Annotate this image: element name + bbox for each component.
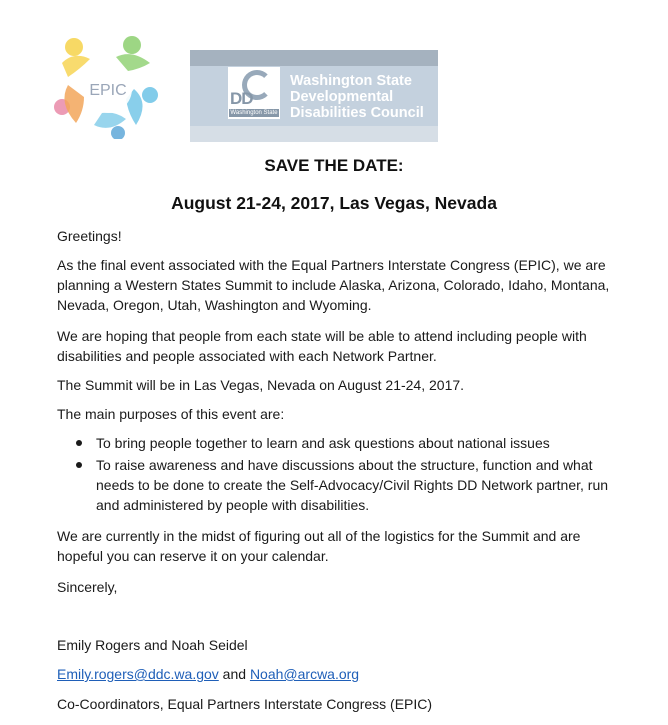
and-text: and	[218, 666, 250, 682]
list-item	[57, 455, 617, 515]
logistics-paragraph: We are currently in the midst of figuring out all of the logistics for the Summit and are hopeful you can reserve it on your calendar.	[57, 528, 581, 564]
ddc-title-line: Developmental	[290, 89, 394, 105]
email-link-noah[interactable]: Noah@arcwa.org	[249, 666, 360, 682]
intro-paragraph: As the final event associated with the Equal Partners Interstate Congress (EPIC), we are planning a Western States Summit to include Alaska, Arizona, Colorado, Idaho, Montana, Nevada, Oregon, Utah, Washington and Wyoming.	[57, 257, 610, 313]
signature-role: Co-Coordinators, Equal Partners Interstate Congress (EPIC)	[57, 696, 433, 712]
list-item	[57, 433, 617, 453]
email-link-emily[interactable]: Emily.rogers@ddc.wa.gov	[57, 666, 219, 682]
list-item-text: To bring people together to learn and ask questions about national issues	[96, 435, 550, 451]
location-paragraph: The Summit will be in Las Vegas, Nevada on August 21-24, 2017.	[57, 377, 465, 393]
ddc-mark-tag: Washington State	[230, 110, 278, 116]
banner-top-band	[190, 50, 438, 66]
ddc-mark-text: DD	[230, 89, 253, 108]
signature-emails	[57, 664, 617, 684]
ddc-title-line: Disabilities Council	[290, 105, 424, 121]
epic-logo-text: EPIC	[89, 82, 127, 99]
save-the-date-heading: SAVE THE DATE:	[264, 156, 404, 175]
event-date-heading: August 21-24, 2017, Las Vegas, Nevada	[171, 193, 497, 213]
purposes-intro: The main purposes of this event are:	[57, 406, 285, 422]
greeting-text: Greetings!	[57, 228, 122, 244]
ddc-banner-logo	[190, 50, 438, 142]
list-item-text: To raise awareness and have discussions about the structure, function and what needs to be done to create the Self-Advocacy/Civil Rights DD Network partner, run and administered by people with disabilities.	[96, 457, 609, 513]
banner-bottom-band	[190, 126, 438, 142]
bullet-icon	[76, 440, 82, 446]
purposes-list	[57, 433, 617, 517]
bullet-icon	[76, 462, 82, 468]
attendance-paragraph: We are hoping that people from each state will be able to attend including people with disabilities and people associated with each Network Partner.	[57, 328, 587, 364]
ddc-mark-icon	[228, 67, 280, 119]
closing-text: Sincerely,	[57, 579, 118, 595]
ddc-title-line: Washington State	[290, 73, 412, 89]
epic-logo	[54, 33, 160, 139]
ddc-title	[290, 73, 435, 121]
signature-names: Emily Rogers and Noah Seidel	[57, 637, 248, 653]
epic-people-circle-icon	[54, 33, 160, 139]
